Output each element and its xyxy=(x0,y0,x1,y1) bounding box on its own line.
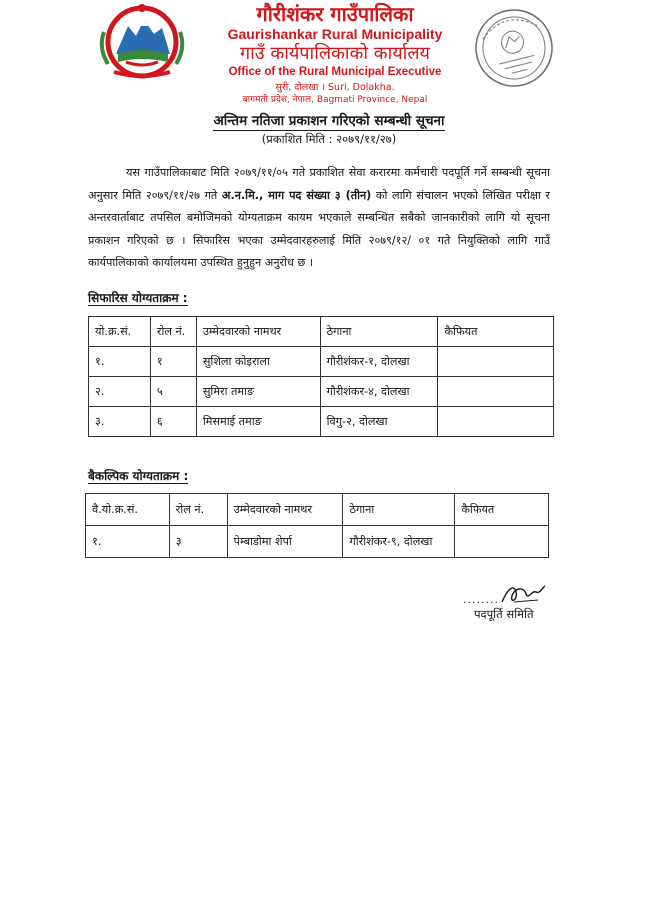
serial-cell: १. xyxy=(89,347,151,377)
alternate-table xyxy=(85,493,549,558)
table-row xyxy=(89,377,554,407)
recommended-table xyxy=(88,316,554,437)
address-cell: गौरीशंकर-९, दोलखा xyxy=(343,526,455,558)
serial-cell: २. xyxy=(89,377,151,407)
table-row xyxy=(89,347,554,377)
org-name-english: Gaurishankar Rural Municipality xyxy=(227,26,443,42)
office-name-english: Office of the Rural Municipal Executive xyxy=(228,66,442,78)
org-name-nepali: गौरीशंकर गाउँपालिका xyxy=(256,2,414,26)
remarks-cell xyxy=(438,347,554,377)
candidate-name-cell: सुमिरा तमाङ xyxy=(196,377,320,407)
serial-cell: ३. xyxy=(89,407,151,437)
table-header-row xyxy=(86,494,549,526)
address-line-2: बागमती प्रदेश, नेपाल, Bagmati Province, Nepal xyxy=(242,95,428,105)
column-header: उम्मेदवारको नामथर xyxy=(196,317,320,347)
post-and-vacancy: अ.न.मि., माग पद संख्या ३ (तीन) xyxy=(221,188,372,202)
signatory-label: पदपूर्ति समिति xyxy=(474,607,534,621)
letterhead xyxy=(190,0,480,106)
office-seal-stamp-icon xyxy=(468,2,560,94)
table-row xyxy=(86,526,549,558)
remarks-cell xyxy=(438,407,554,437)
body-text-part-1: यस गाउँपालिकाबाट मिति २०७९/११/०५ गते प्रकाशित सेवा करारमा कर्मचारी पदपूर्ति गर्ने सम्बन्धी सूचना अनुसार मिति २०७९/११/२७ गते xyxy=(88,166,550,202)
nepal-emblem-icon xyxy=(96,2,188,80)
serial-cell: १. xyxy=(86,526,170,558)
recommended-heading: सिफारिस योग्यताक्रम : xyxy=(88,291,188,305)
address-cell: विगु-२, दोलखा xyxy=(320,407,438,437)
column-header: यो.क्र.सं. xyxy=(89,317,151,347)
address-cell: गौरीशंकर-४, दोलखा xyxy=(320,377,438,407)
candidate-name-cell: सुशिला कोइराला xyxy=(196,347,320,377)
column-header: वै.यो.क्र.सं. xyxy=(86,494,170,526)
address-cell: गौरीशंकर-१, दोलखा xyxy=(320,347,438,377)
remarks-cell xyxy=(438,377,554,407)
column-header: उम्मेदवारको नामथर xyxy=(227,494,343,526)
roll-cell: ३ xyxy=(169,526,227,558)
signature-icon xyxy=(498,580,548,610)
candidate-name-cell: मिसमाई तमाङ xyxy=(196,407,320,437)
roll-cell: १ xyxy=(150,347,196,377)
publication-date: (प्रकाशित मिति : २०७९/११/२७) xyxy=(261,132,397,146)
roll-cell: ६ xyxy=(150,407,196,437)
column-header: कैफियत xyxy=(455,494,549,526)
notice-title: अन्तिम नतिजा प्रकाशन गरिएको सम्बन्धी सूचना xyxy=(213,113,445,129)
notice-body xyxy=(88,162,550,275)
body-text-part-2: को लागि संचालन भएको लिखित परीक्षा र अन्तरवार्ताबाट तपसिल बमोजिमको योग्यताक्रम कायम भएकाले सम्बन्धित सबैको जानकारीको लागि यो सूचना प्रकाशन गरिएको छ । सिफारिस भएका उम्मेदवारहरुलाई मिति २०७९/१२/ ०१ गते नियुक्तिको लागि गाउँ कार्यपालिकाको कार्यालयमा उपस्थित हुनुहुन अनुरोध छ । xyxy=(88,188,550,269)
remarks-cell xyxy=(455,526,549,558)
alternate-heading: बैकल्पिक योग्यताक्रम : xyxy=(88,469,189,483)
column-header: ठेगाना xyxy=(343,494,455,526)
address-line-1: सुरी, दोलखा । Suri, Dolakha. xyxy=(275,82,395,93)
column-header: रोल नं. xyxy=(150,317,196,347)
table-row xyxy=(89,407,554,437)
column-header: रोल नं. xyxy=(169,494,227,526)
candidate-name-cell: पेम्बाडोमा शेर्पा xyxy=(227,526,343,558)
office-name-nepali: गाउँ कार्यपालिकाको कार्यालय xyxy=(240,43,430,64)
column-header: ठेगाना xyxy=(320,317,438,347)
signature-dots: ........ xyxy=(463,593,499,606)
table-header-row xyxy=(89,317,554,347)
column-header: कैफियत xyxy=(438,317,554,347)
roll-cell: ५ xyxy=(150,377,196,407)
